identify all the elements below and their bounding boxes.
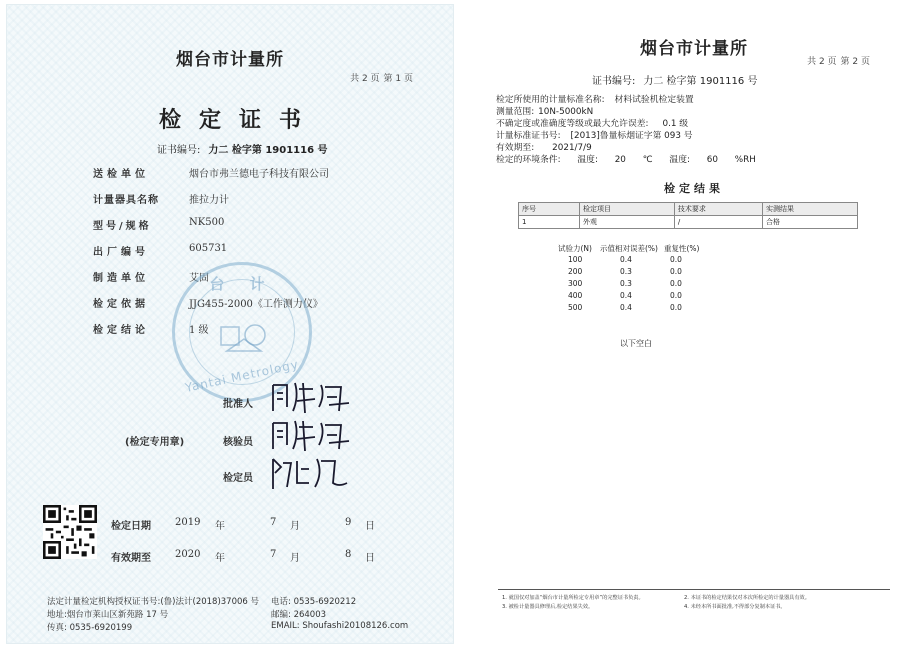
page-indicator: 共 2 页 第 2 页 (807, 57, 870, 67)
footer-phone: 电话: 0535-6920212 (271, 597, 357, 607)
page-indicator: 共 2 页 第 1 页 (350, 74, 413, 84)
verifier-signature (269, 415, 359, 455)
field-row: 检定依据 JJG455-2000《工作测力仪》 (93, 299, 323, 310)
measurement-range: 测量范围: 10N-5000kN (496, 107, 594, 117)
footer-postcode: 邮编: 264003 (271, 610, 327, 620)
metrology-seal: 台 计 Yantai Metrology (172, 262, 312, 402)
valid-until-date: 有效期至 2020 年 7 月 8 日 (111, 549, 375, 564)
field-row: 出厂编号 605731 (93, 243, 228, 258)
footer-note: 4. 未经本所书面批准,不得部分复制本证书。 (684, 604, 786, 610)
certificate-title: 检定证书 (158, 108, 319, 133)
blank-below-note: 以下空白 (620, 339, 652, 348)
stamp-label: (检定专用章) (125, 437, 185, 448)
certificate-number: 证书编号: 力二 检字第 1901116 号 (592, 76, 758, 87)
certificate-page-1 (6, 4, 454, 644)
verifier-label: 核验员 (223, 437, 253, 448)
footer-fax: 传真: 0535-6920199 (47, 623, 133, 633)
footer-note: 3. 被检计量器具修理后,检定结果失效。 (502, 604, 594, 610)
inspection-table (518, 202, 858, 229)
uncertainty: 不确定度或准确度等级或最大允许误差: 0.1 级 (496, 119, 689, 129)
data-row: 300 0.3 0.0 (568, 279, 682, 288)
field-row: 型号/规格 NK500 (93, 217, 225, 232)
qr-code (43, 505, 97, 559)
inspector-label: 检定员 (223, 473, 253, 484)
approver-label: 批准人 (223, 399, 253, 410)
footer-note: 2. 本证书的检定结果仅对本次所检定的计量器具有效。 (684, 595, 810, 601)
footer-divider (498, 589, 890, 590)
environment-conditions: 检定的环境条件: 温度: 20 ℃ 温度: 60 %RH (496, 155, 756, 165)
footer-license: 法定计量检定机构授权证书号:(鲁)法计(2018)37006 号 (47, 597, 260, 607)
data-row: 100 0.4 0.0 (568, 255, 682, 264)
seal-emblem-icon (219, 313, 269, 353)
footer-email: EMAIL: Shoufashi20108126.com (271, 621, 409, 631)
data-header: 试验力(N) 示值相对误差(%) 重复性(%) (558, 244, 700, 253)
footer-note: 1. 就国仅对加盖“烟台市计量所检定专用章”的完整证书负责。 (502, 595, 644, 601)
standard-name: 检定所使用的计量标准名称: 材料试验机检定装置 (496, 95, 694, 105)
field-row: 制造单位 艾固 (93, 273, 209, 284)
table-row: 1 外观 / 合格 (519, 216, 858, 229)
institute-name: 烟台市计量所 (640, 39, 748, 59)
field-row: 检定结论 1 级 (93, 325, 209, 336)
footer-address: 地址:烟台市莱山区新苑路 17 号 (47, 610, 169, 620)
standard-certificate: 计量标准证书号: [2013]鲁量标烟证字第 093 号 (496, 131, 693, 141)
data-row: 200 0.3 0.0 (568, 267, 682, 276)
certificate-number: 证书编号: 力二 检字第 1901116 号 (157, 145, 328, 156)
field-row: 送检单位 烟台市弗兰德电子科技有限公司 (93, 169, 329, 180)
institute-name: 烟台市计量所 (176, 50, 284, 70)
inspection-date: 检定日期 2019 年 7 月 9 日 (111, 517, 375, 532)
approver-signature (269, 377, 359, 417)
certificate-page-2 (474, 4, 914, 644)
inspector-signature (269, 453, 359, 493)
data-row: 400 0.4 0.0 (568, 291, 682, 300)
table-header-row: 序号 检定项目 技术要求 实测结果 (519, 203, 858, 216)
field-row: 计量器具名称 推拉力计 (93, 195, 229, 206)
results-title: 检定结果 (664, 182, 724, 195)
valid-until: 有效期至: 2021/7/9 (496, 143, 592, 153)
data-row: 500 0.4 0.0 (568, 303, 682, 312)
